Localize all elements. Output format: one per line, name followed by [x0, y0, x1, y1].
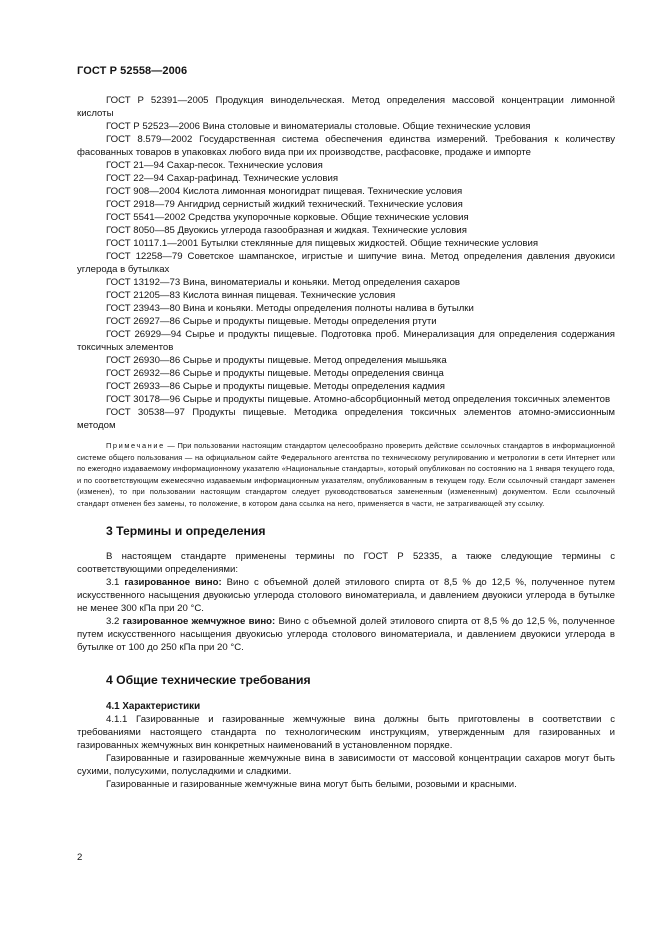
reference-item: ГОСТ 13192—73 Вина, виноматериалы и коньяки. Метод определения сахаров	[106, 277, 461, 288]
term-number: 3.1	[106, 576, 120, 588]
note-paragraph	[77, 440, 615, 510]
note-text: — При пользовании настоящим стандартом целесообразно проверить действие ссылочных стандартов в информационной системе общего пользования — на официальном сайте Федерального агентства по техническому регулированию и метрологии в сети Интернет или по ежегодно издаваемому информационному указателю «Национальные стандарты», который опубликован по состоянию на 1 января текущего года, и по соответствующим ежемесячно издаваемым информационным указателям, опубликованным в текущем году. Если ссылочный стандарт заменен (изменен), то при пользовании настоящим стандартом следует руководствоваться замененным (измененным) документом. Если ссылочный стандарт отменен без замены, то положение, в котором дана ссылка на него, применяется в части, не затрагивающей эту ссылку.	[77, 441, 615, 508]
paragraph: Газированные и газированные жемчужные вина в зависимости от массовой концентрации сахаров могут быть сухими, полусухими, полусладкими и сладкими.	[77, 752, 615, 777]
reference-item: ГОСТ 26929—94 Сырье и продукты пищевые. Подготовка проб. Минерализация для определения содержания токсичных элементов	[77, 329, 615, 353]
section-3-intro: В настоящем стандарте применены термины по ГОСТ Р 52335, а также следующие термины с соответствующими определениями:	[77, 550, 615, 575]
reference-item: ГОСТ 26933—86 Сырье и продукты пищевые. Методы определения кадмия	[106, 381, 445, 392]
term-definition-1	[77, 576, 615, 615]
reference-item: ГОСТ 5541—2002 Средства укупорочные корковые. Общие технические условия	[106, 212, 469, 223]
paragraph: Газированные и газированные жемчужные вина могут быть белыми, розовыми и красными.	[106, 778, 517, 790]
term-definition-2	[77, 615, 615, 654]
reference-item: ГОСТ 8.579—2002 Государственная система обеспечения единства измерений. Требования к количеству фасованных товаров в упаковках любого вида при их производстве, расфасовке, продаже и импорте	[77, 134, 615, 158]
term-name: газированное вино:	[124, 576, 222, 588]
term-text: Вино с объемной долей этилового спирта от 8,5 % до 12,5 %, полученное путем искусственного насыщения двуокисью углерода столового виноматериала, и давлением двуокиси углерода в бутылке не менее 300 кПа при 20 °С.	[77, 576, 615, 614]
reference-item: ГОСТ Р 52391—2005 Продукция винодельческая. Метод определения массовой концентрации лимонной кислоты	[77, 95, 615, 119]
subsection-heading: 4.1 Характеристики	[106, 700, 201, 712]
page-content	[77, 94, 615, 791]
note-label: Примечание	[106, 441, 165, 450]
reference-item: ГОСТ 8050—85 Двуокись углерода газообразная и жидкая. Технические условия	[106, 225, 467, 236]
reference-item: ГОСТ 12258—79 Советское шампанское, игристые и шипучие вина. Метод определения давления двуокиси углерода в бутылках	[77, 251, 615, 275]
reference-item: ГОСТ 10117.1—2001 Бутылки стеклянные для пищевых жидкостей. Общие технические условия	[106, 238, 539, 249]
document-header: ГОСТ Р 52558—2006	[77, 65, 188, 77]
term-name: газированное жемчужное вино:	[122, 615, 276, 627]
reference-item: ГОСТ 2918—79 Ангидрид сернистый жидкий технический. Технические условия	[106, 199, 463, 210]
reference-item: ГОСТ 26930—86 Сырье и продукты пищевые. Метод определения мышьяка	[106, 355, 447, 366]
reference-item: ГОСТ 22—94 Сахар-рафинад. Технические условия	[106, 173, 339, 184]
term-number: 3.2	[106, 615, 120, 627]
reference-list	[77, 94, 615, 432]
page-number: 2	[77, 852, 83, 863]
reference-item: ГОСТ 908—2004 Кислота лимонная моногидрат пищевая. Технические условия	[106, 186, 463, 197]
reference-item: ГОСТ 26927—86 Сырье и продукты пищевые. Методы определения ртути	[106, 316, 437, 327]
reference-item: ГОСТ 23943—80 Вина и коньяки. Методы определения полноты налива в бутылки	[106, 303, 474, 314]
term-text: Вино с объемной долей этилового спирта от 8,5 % до 12,5 %, полученное путем искусственного насыщения двуокисью углерода столового виноматериала, и давлением двуокиси углерода в бутылке от 100 до 250 кПа при 20 °С.	[77, 615, 616, 653]
paragraph: 4.1.1 Газированные и газированные жемчужные вина должны быть приготовлены в соответствии с требованиями настоящего стандарта по технологическим инструкциям, утвержденным для газированных и газированных жемчужных вин конкретных наименований в установленном порядке.	[77, 713, 615, 751]
reference-item: ГОСТ 21205—83 Кислота винная пищевая. Технические условия	[106, 290, 396, 301]
reference-item: ГОСТ Р 52523—2006 Вина столовые и виноматериалы столовые. Общие технические условия	[106, 121, 531, 132]
reference-item: ГОСТ 21—94 Сахар-песок. Технические условия	[106, 160, 323, 171]
reference-item: ГОСТ 30538—97 Продукты пищевые. Методика определения токсичных элементов атомно-эмиссионным методом	[77, 407, 615, 431]
reference-item: ГОСТ 26932—86 Сырье и продукты пищевые. Методы определения свинца	[106, 368, 444, 379]
section-3-heading: 3 Термины и определения	[106, 523, 266, 538]
reference-item: ГОСТ 30178—96 Сырье и продукты пищевые. Атомно-абсорбционный метод определения токсичных элементов	[106, 394, 611, 405]
section-4-heading: 4 Общие технические требования	[106, 672, 311, 687]
